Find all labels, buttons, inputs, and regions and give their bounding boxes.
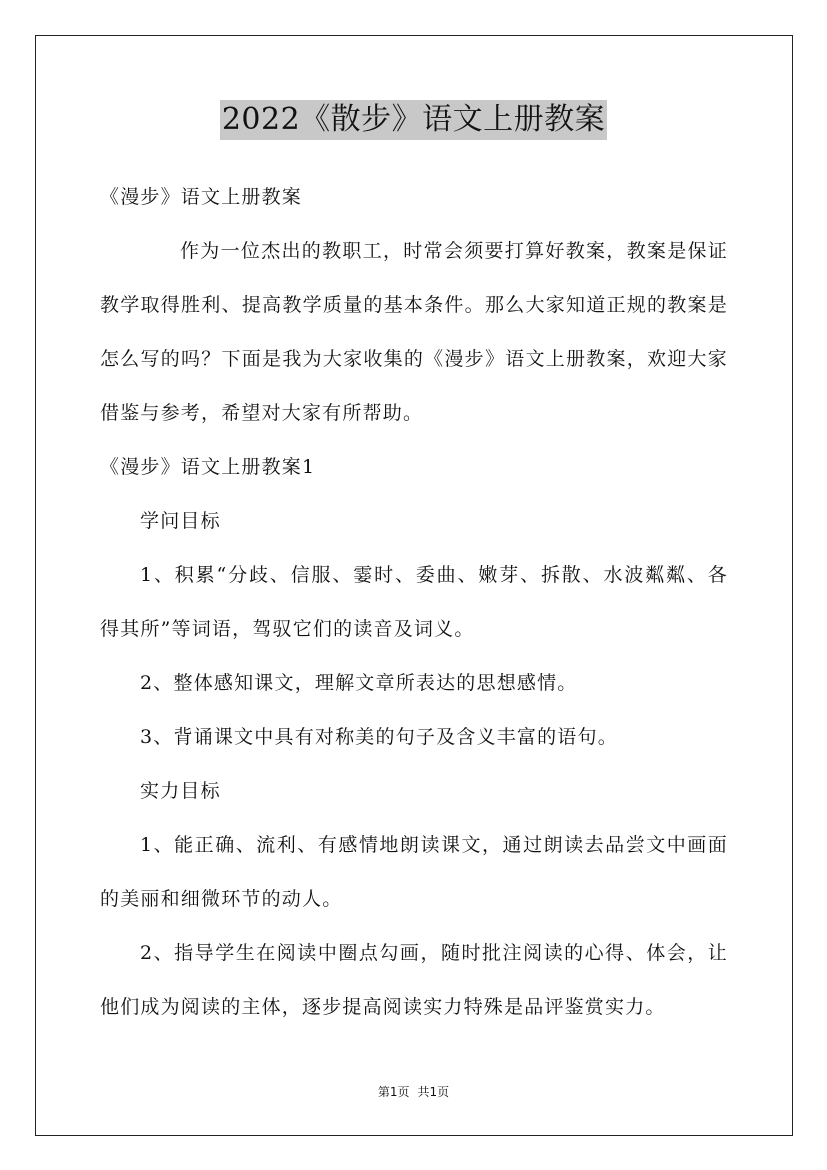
- section-heading: 《漫步》语文上册教案1: [100, 456, 316, 478]
- knowledge-item: 2、整体感知课文，理解文章所表达的思想感情。: [140, 672, 578, 694]
- subtitle: 《漫步》语文上册教案: [100, 186, 303, 208]
- document-body: [100, 170, 728, 1034]
- ability-goals-heading: 实力目标: [140, 780, 221, 802]
- document-title: 2022《散步》语文上册教案: [220, 100, 607, 140]
- page-footer: [0, 1083, 827, 1100]
- page-count: 共1页: [417, 1085, 450, 1099]
- knowledge-item: 3、背诵课文中具有对称美的句子及含义丰富的语句。: [140, 726, 618, 748]
- page-number: 第1页: [377, 1085, 410, 1099]
- ability-item: 2、指导学生在阅读中圈点勾画，随时批注阅读的心得、体会，让他们成为阅读的主体，逐步提高阅读实力特殊是品评鉴赏实力。: [100, 942, 728, 1018]
- title-container: [0, 100, 827, 140]
- ability-item: 1、能正确、流利、有感情地朗读课文，通过朗读去品尝文中画面的美丽和细微环节的动人。: [100, 834, 728, 910]
- knowledge-item: 1、积累“分歧、信服、霎时、委曲、嫩芽、拆散、水波粼粼、各得其所”等词语，驾驭它们的读音及词义。: [100, 564, 728, 640]
- intro-paragraph: 作为一位杰出的教职工，时常会须要打算好教案，教案是保证教学取得胜利、提高教学质量的基本条件。那么大家知道正规的教案是怎么写的吗？下面是我为大家收集的《漫步》语文上册教案，欢迎大家借鉴与参考，希望对大家有所帮助。: [100, 240, 728, 424]
- knowledge-goals-heading: 学问目标: [140, 510, 221, 532]
